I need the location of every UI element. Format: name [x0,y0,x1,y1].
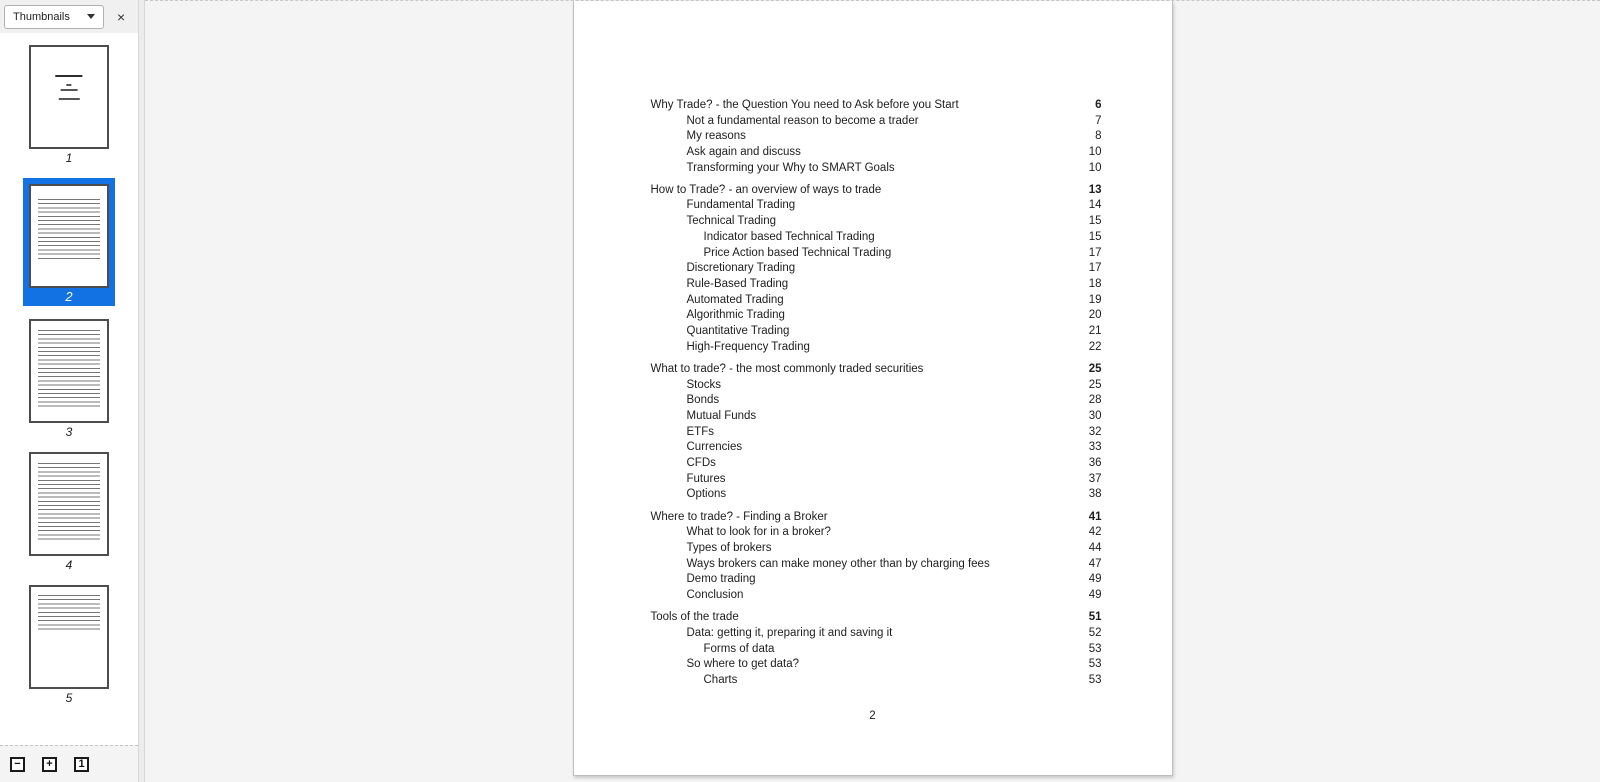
toc-entry-row[interactable] [651,213,1102,229]
toc-entry-row[interactable] [651,571,1102,587]
toc-entry-page: 42 [1088,526,1102,539]
document-viewer[interactable] [145,0,1600,782]
sidebar-close-button[interactable] [113,8,129,26]
toc-entry-page: 8 [1095,130,1102,143]
thumbnail-title-line [59,98,80,100]
toc-entry-label: My reasons [686,130,746,143]
thumbnails-dropdown-label: Thumbnails [13,10,70,23]
thumbnail-page-5[interactable] [29,585,109,705]
toc-entry-row[interactable] [651,128,1102,144]
thumbnail-page-4[interactable] [29,452,109,572]
toc-entry-page: 53 [1088,642,1102,655]
close-icon: × [117,8,126,25]
toc-entry-label: ETFs [686,425,714,438]
toc-entry-row[interactable] [651,113,1102,129]
thumbnail-content-lines [38,330,100,409]
actual-size-icon: 1 [78,758,85,770]
thumbnail-page-number: 3 [65,425,73,439]
toc-entry-label: Quantitative Trading [686,324,790,337]
thumbnail-content-lines [38,463,100,542]
toc-entry-page: 15 [1088,215,1102,228]
toc-entry-row[interactable] [651,672,1102,688]
minus-icon: − [14,758,21,770]
toc-entry-row[interactable] [651,276,1102,292]
toc-entry-label: Price Action based Technical Trading [703,246,892,259]
thumbnail-preview [29,319,109,423]
toc-entry-label: Data: getting it, preparing it and saving it [686,626,893,639]
toc-entry-page: 44 [1088,541,1102,554]
toc-entry-page: 49 [1088,573,1102,586]
toc-entry-page: 41 [1088,510,1102,523]
toc-section [651,509,1102,603]
thumbnails-dropdown[interactable] [4,5,104,29]
toc-entry-row[interactable] [651,245,1102,261]
toc-entry-page: 37 [1088,472,1102,485]
toc-entry-page: 32 [1088,425,1102,438]
toc-entry-row[interactable] [651,377,1102,393]
toc-section-title-row[interactable] [651,97,1102,113]
table-of-contents [574,1,1172,688]
thumbnail-title-line [61,89,78,91]
chevron-down-icon [87,14,95,19]
toc-entry-page: 14 [1088,199,1102,212]
toc-entry-page: 10 [1088,161,1102,174]
toc-entry-page: 51 [1088,611,1102,624]
toc-entry-label: Indicator based Technical Trading [703,230,875,243]
toc-section-title-row[interactable] [651,182,1102,198]
toc-entry-label: Transforming your Why to SMART Goals [686,161,895,174]
toc-entry-page: 18 [1088,277,1102,290]
toc-entry-row[interactable] [651,292,1102,308]
toc-entry-label: Types of brokers [686,541,772,554]
toc-entry-row[interactable] [651,587,1102,603]
toc-section-title-row[interactable] [651,509,1102,525]
thumbnail-content-lines [38,199,100,261]
toc-entry-label: Conclusion [686,588,744,601]
toc-section [651,361,1102,502]
toc-entry-label: CFDs [686,456,716,469]
toc-entry-label: Bonds [686,394,720,407]
zoom-in-button[interactable] [42,757,57,772]
sidebar-header [0,0,138,33]
toc-section [651,609,1102,687]
toc-entry-page: 7 [1095,114,1102,127]
toc-entry-row[interactable] [651,198,1102,214]
toc-entry-page: 36 [1088,456,1102,469]
toc-entry-label: Automated Trading [686,293,784,306]
toc-entry-page: 25 [1088,362,1102,375]
toc-section [651,97,1102,175]
toc-entry-label: Stocks [686,378,722,391]
toc-entry-page: 53 [1088,658,1102,671]
toc-entry-label: Technical Trading [686,215,776,228]
toc-entry-page: 10 [1088,145,1102,158]
toc-entry-page: 53 [1088,673,1102,686]
toc-entry-row[interactable] [651,487,1102,503]
toc-entry-row[interactable] [651,160,1102,176]
thumbnail-page-number: 4 [65,558,73,572]
toc-entry-row[interactable] [651,641,1102,657]
toc-entry-page: 25 [1088,378,1102,391]
toc-entry-label: Not a fundamental reason to become a trader [686,114,919,127]
sidebar-splitter[interactable] [138,0,145,782]
toc-entry-row[interactable] [651,524,1102,540]
toc-entry-label: Demo trading [686,573,756,586]
toc-entry-row[interactable] [651,656,1102,672]
toc-entry-label: High-Frequency Trading [686,340,810,353]
toc-entry-page: 28 [1088,394,1102,407]
toc-entry-label: Options [686,488,727,501]
toc-entry-page: 52 [1088,626,1102,639]
toc-entry-page: 30 [1088,409,1102,422]
toc-entry-label: What to trade? - the most commonly traded securities [650,362,924,375]
toc-section-title-row[interactable] [651,609,1102,625]
toc-section [651,182,1102,355]
thumbnail-preview [29,585,109,689]
toc-entry-page: 6 [1095,98,1102,111]
sidebar-toolbar [0,745,138,782]
toc-entry-label: How to Trade? - an overview of ways to trade [650,183,882,196]
thumbnail-preview [29,184,109,288]
toc-entry-label: Futures [686,472,726,485]
thumbnail-page-number: 2 [65,289,73,304]
toc-entry-page: 49 [1088,588,1102,601]
toc-entry-row[interactable] [651,323,1102,339]
toc-entry-page: 17 [1088,246,1102,259]
thumbnail-page-number: 5 [65,691,73,705]
toc-entry-page: 13 [1088,183,1102,196]
toc-entry-page: 21 [1088,324,1102,337]
toc-entry-row[interactable] [651,229,1102,245]
toc-entry-row[interactable] [651,339,1102,355]
actual-size-button[interactable] [74,757,89,772]
thumbnail-preview [29,452,109,556]
toc-entry-page: 22 [1088,340,1102,353]
toc-entry-label: Tools of the trade [650,611,739,624]
toc-entry-label: Where to trade? - Finding a Broker [650,510,828,523]
thumbnail-preview [29,45,109,149]
toc-entry-row[interactable] [651,144,1102,160]
toc-entry-page: 33 [1088,441,1102,454]
toc-entry-row[interactable] [651,556,1102,572]
toc-entry-label: Charts [703,673,738,686]
thumbnail-page-3[interactable] [29,319,109,439]
toc-entry-label: Currencies [686,441,743,454]
toc-entry-label: Ask again and discuss [686,145,801,158]
toc-entry-label: Rule-Based Trading [686,277,789,290]
toc-entry-page: 47 [1088,557,1102,570]
toc-entry-row[interactable] [651,455,1102,471]
toc-entry-label: Forms of data [703,642,775,655]
toc-entry-label: Discretionary Trading [686,262,796,275]
plus-icon: + [46,758,53,770]
toc-entry-row[interactable] [651,408,1102,424]
toc-entry-row[interactable] [651,439,1102,455]
zoom-out-button[interactable] [10,757,25,772]
toc-entry-row[interactable] [651,307,1102,323]
toc-entry-label: Ways brokers can make money other than by charging fees [686,557,990,570]
thumbnail-list [0,33,138,745]
thumbnail-page-2[interactable] [23,178,115,306]
pdf-page [573,1,1173,776]
thumbnail-content-lines [38,595,100,630]
page-footer-number: 2 [869,709,876,722]
toc-entry-row[interactable] [651,392,1102,408]
toc-entry-page: 19 [1088,293,1102,306]
toc-entry-row[interactable] [651,424,1102,440]
toc-entry-page: 15 [1088,230,1102,243]
toc-entry-label: So where to get data? [686,658,800,671]
toc-entry-label: Mutual Funds [686,409,757,422]
thumbnail-title-line [55,75,82,77]
toc-entry-row[interactable] [651,471,1102,487]
toc-entry-label: Why Trade? - the Question You need to Ask before you Start [650,98,959,111]
toc-entry-page: 20 [1088,309,1102,322]
toc-entry-label: Fundamental Trading [686,199,796,212]
toc-entry-row[interactable] [651,260,1102,276]
toc-entry-row[interactable] [651,625,1102,641]
toc-section-title-row[interactable] [651,361,1102,377]
toc-entry-page: 17 [1088,262,1102,275]
toc-entry-label: Algorithmic Trading [686,309,785,322]
toc-entry-row[interactable] [651,540,1102,556]
toc-entry-page: 38 [1088,488,1102,501]
thumbnail-page-1[interactable] [29,45,109,165]
thumbnails-sidebar [0,0,138,782]
thumbnail-title-line [66,84,71,86]
toc-entry-label: What to look for in a broker? [686,526,831,539]
thumbnail-page-number: 1 [65,151,73,165]
